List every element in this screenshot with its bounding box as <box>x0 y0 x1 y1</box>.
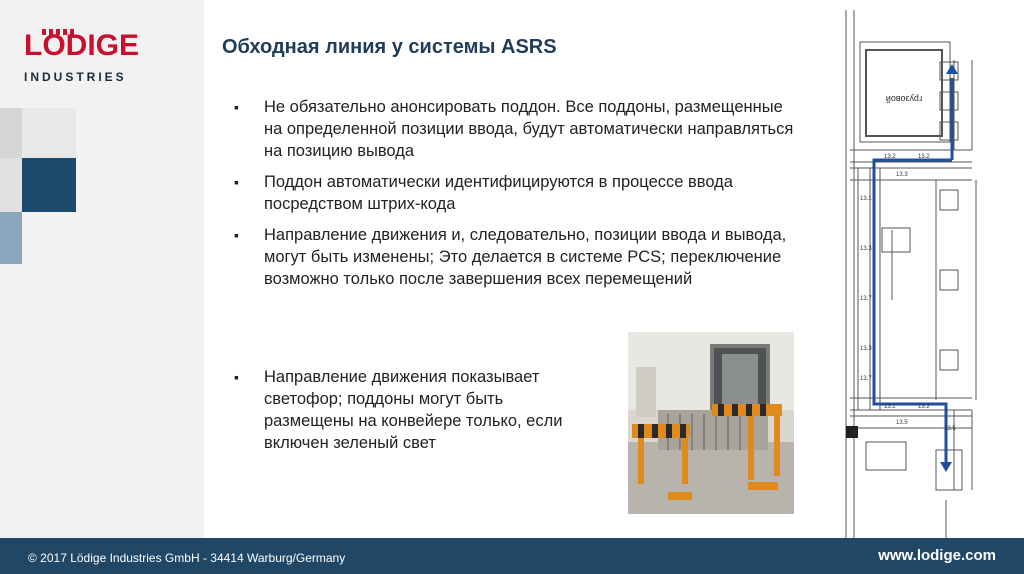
conveyor-label: 13.2 <box>918 404 930 410</box>
conveyor-label: 13.5 <box>944 426 956 432</box>
conveyor-label: 13.5 <box>896 420 908 426</box>
conveyor-label: 13.3 <box>860 346 872 352</box>
bullet-list <box>234 96 804 299</box>
drawing-lift-label: грузовой <box>885 94 923 104</box>
conveyor-label: 13.2 <box>918 154 930 160</box>
deco-square-light-2 <box>22 108 76 158</box>
footer-website-link[interactable]: www.lodige.com <box>878 547 996 564</box>
footer-copyright: © 2017 Lödige Industries GmbH - 34414 Warburg/Germany <box>28 551 346 565</box>
deco-square-gray <box>0 158 22 212</box>
bullet-item-traffic-light: ▪ Направление движения показывает светофор; поддоны могут быть размещены на конвейере только, если включен зеленый свет <box>234 366 594 454</box>
bullet-item: ▪ Поддон автоматически идентифицируются в процессе ввода посредством штрих-кода <box>234 171 804 215</box>
bullet-item: ▪ Не обязательно анонсировать поддон. Все поддоны, размещенные на определенной позиции ввода, будут автоматически направляться на позицию вывода <box>234 96 804 162</box>
company-logo <box>24 22 140 92</box>
conveyor-layout-drawing <box>836 0 1024 538</box>
slide-title: Обходная линия у системы ASRS <box>222 36 557 58</box>
conveyor-label: 13.7 <box>860 376 872 382</box>
bullet-list-secondary <box>234 366 594 454</box>
conveyor-label: 13.1 <box>860 196 872 202</box>
logo-subtitle: INDUSTRIES <box>24 70 127 84</box>
conveyor-label: 13.3 <box>896 172 908 178</box>
conveyor-label: 13.7 <box>860 296 872 302</box>
conveyor-label: 13.2 <box>884 404 896 410</box>
bullet-item: ▪ Направление движения и, следовательно, позиции ввода и вывода, могут быть изменены; Это делается в системе PCS; переключение возможно только после завершения всех перемещений <box>234 224 804 290</box>
conveyor-photo <box>628 332 794 514</box>
footer-bar <box>0 538 1024 574</box>
deco-square-blue-gray <box>0 212 22 264</box>
logo-dots <box>42 22 82 28</box>
conveyor-label: 13.2 <box>884 154 896 160</box>
logo-brand: LÖDIGE <box>24 29 140 62</box>
deco-square-navy <box>22 158 76 212</box>
conveyor-label: 13.3 <box>860 246 872 252</box>
deco-square-light-1 <box>0 108 22 158</box>
